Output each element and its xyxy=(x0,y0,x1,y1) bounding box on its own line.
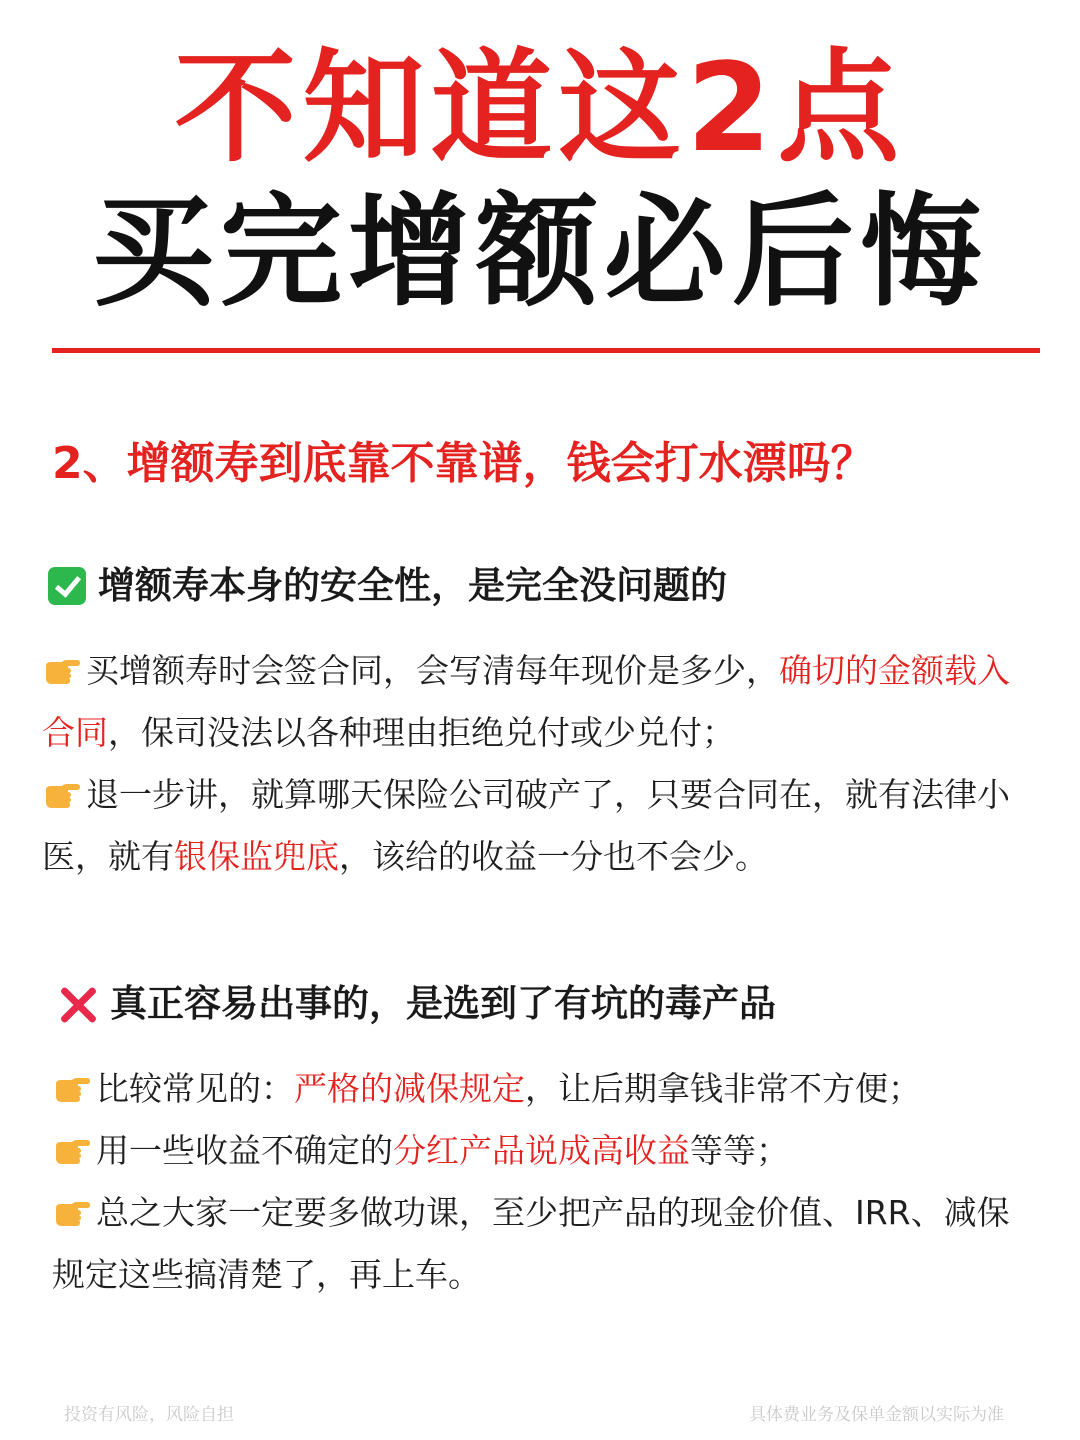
highlight-text: 确切的金额载入合同 xyxy=(42,651,1010,752)
section-1-heading: 增额寿本身的安全性，是完全没问题的 xyxy=(98,564,727,607)
section-2-point-3: 总之大家一定要多做功课，至少把产品的现金价值、IRR、减保规定这些搞清楚了，再上车。 xyxy=(52,1193,1010,1294)
footer-risk-note: 投资有风险，风险自担 xyxy=(64,1405,234,1425)
pointing-hand-icon xyxy=(52,1074,92,1104)
footer-disclaimer: 具体费业务及保单金额以实际为准 xyxy=(749,1405,1004,1425)
question-heading: 2、增额寿到底靠不靠谱，钱会打水漂吗？ xyxy=(52,438,875,489)
section-1-point-1: 买增额寿时会签合同，会写清每年现价是多少，确切的金额载入合同，保司没法以各种理由拒绝兑付或少兑付； xyxy=(42,651,1010,752)
pointing-hand-icon xyxy=(42,656,82,686)
pointing-hand-icon xyxy=(52,1136,92,1166)
highlight-text: 分红产品说成高收益 xyxy=(393,1131,690,1170)
section-2-heading: 真正容易出事的，是选到了有坑的毒产品 xyxy=(110,982,776,1025)
title-line-1: 不知道这2点 xyxy=(174,37,906,179)
section-1-heading-row xyxy=(48,558,727,614)
pointing-hand-icon xyxy=(42,780,82,810)
section-1-body xyxy=(42,640,1022,888)
highlight-text: 银保监兜底 xyxy=(174,837,339,876)
red-divider xyxy=(52,348,1040,353)
highlight-text: 严格的减保规定 xyxy=(294,1069,525,1108)
section-2-body xyxy=(52,1058,1032,1306)
check-icon xyxy=(48,567,86,605)
section-2-point-1: 比较常见的：严格的减保规定，让后期拿钱非常不方便； xyxy=(52,1058,1032,1120)
pointing-hand-icon xyxy=(52,1198,92,1228)
section-1-point-2: 退一步讲，就算哪天保险公司破产了，只要合同在，就有法律小医，就有银保监兜底，该给的收益一分也不会少。 xyxy=(42,775,1010,876)
section-2-heading-row xyxy=(58,976,776,1032)
section-2-point-2: 用一些收益不确定的分红产品说成高收益等等； xyxy=(52,1120,1032,1182)
title-line-2: 买完增额必后悔 xyxy=(92,181,988,323)
cross-icon xyxy=(58,984,98,1024)
